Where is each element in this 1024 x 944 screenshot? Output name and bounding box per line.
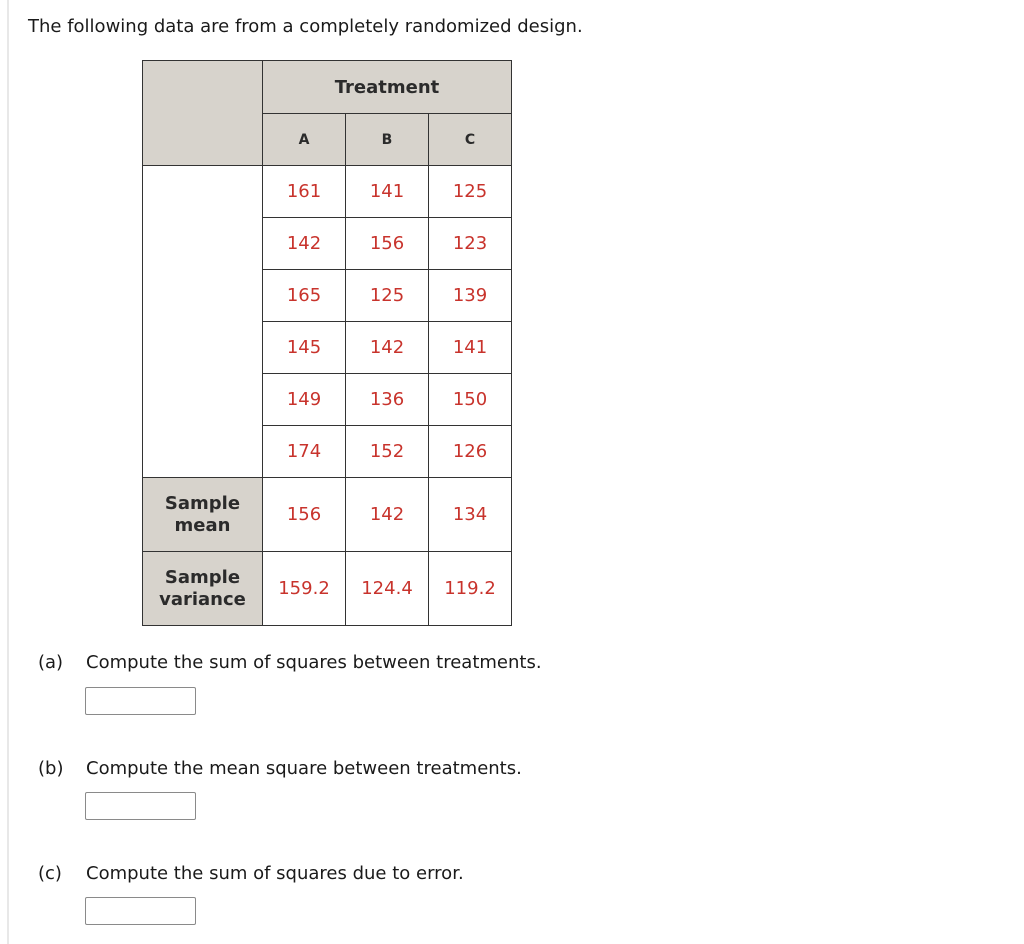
- cell-value: 145: [263, 322, 346, 374]
- question-b-text: Compute the mean square between treatments.: [86, 758, 522, 779]
- cell-value: 136: [346, 374, 429, 426]
- sample-mean-label: [143, 478, 263, 552]
- intro-text: The following data are from a completely randomized design.: [28, 16, 583, 37]
- cell-value: 126: [429, 426, 512, 478]
- cell-value: 123: [429, 218, 512, 270]
- blank-side-cell: [143, 166, 263, 478]
- question-c-tag: (c): [38, 863, 62, 884]
- cell-value: 125: [346, 270, 429, 322]
- cell-value: 142: [263, 218, 346, 270]
- cell-value: 150: [429, 374, 512, 426]
- sample-variance-label-line2: variance: [159, 588, 246, 610]
- question-b-tag: (b): [38, 758, 64, 779]
- cell-value: 165: [263, 270, 346, 322]
- cell-value: 141: [429, 322, 512, 374]
- cell-value: 174: [263, 426, 346, 478]
- cell-value: 141: [346, 166, 429, 218]
- sample-mean-b: 142: [346, 478, 429, 552]
- question-c: [38, 862, 464, 886]
- answer-input-c[interactable]: [85, 897, 196, 925]
- cell-value: 139: [429, 270, 512, 322]
- treatment-header: Treatment: [263, 61, 512, 114]
- sample-mean-row: [143, 478, 512, 552]
- cell-value: 156: [346, 218, 429, 270]
- sample-mean-a: 156: [263, 478, 346, 552]
- corner-header-cell: [143, 61, 263, 166]
- column-header-a: A: [263, 114, 346, 166]
- sample-variance-b: 124.4: [346, 552, 429, 626]
- sample-variance-label-line1: Sample: [164, 566, 241, 588]
- cell-value: 149: [263, 374, 346, 426]
- table-row: [143, 166, 512, 218]
- cell-value: 161: [263, 166, 346, 218]
- cell-value: 152: [346, 426, 429, 478]
- answer-input-a[interactable]: [85, 687, 196, 715]
- cell-value: 142: [346, 322, 429, 374]
- sample-mean-c: 134: [429, 478, 512, 552]
- sample-mean-label-line1: Sample: [164, 492, 241, 514]
- sample-mean-label-line2: mean: [174, 514, 231, 536]
- sample-variance-c: 119.2: [429, 552, 512, 626]
- data-table: [142, 60, 512, 626]
- question-c-text: Compute the sum of squares due to error.: [86, 863, 464, 884]
- sample-variance-a: 159.2: [263, 552, 346, 626]
- question-a: [38, 651, 542, 675]
- column-header-b: B: [346, 114, 429, 166]
- sample-variance-label: [143, 552, 263, 626]
- cell-value: 125: [429, 166, 512, 218]
- question-a-text: Compute the sum of squares between treatments.: [86, 652, 542, 673]
- question-a-tag: (a): [38, 652, 64, 673]
- sample-variance-row: [143, 552, 512, 626]
- column-header-c: C: [429, 114, 512, 166]
- left-margin-rule: [7, 0, 9, 944]
- question-b: [38, 757, 522, 781]
- answer-input-b[interactable]: [85, 792, 196, 820]
